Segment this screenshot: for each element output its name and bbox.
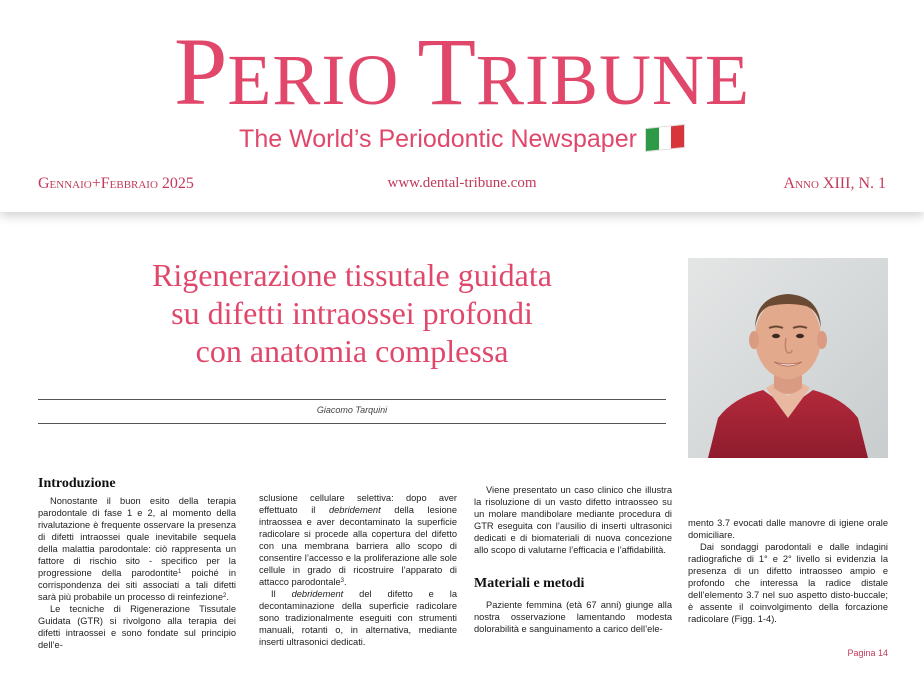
- article-column-4: [688, 517, 888, 625]
- section-heading-materiali-e-metodi: Materiali e metodi: [474, 576, 585, 591]
- paragraph: Le tecniche di Rigenerazione Tissutale Guidata (GTR) si rivolgono alla terapia dei difetti intraossei e sono fondate sul principio dell’e-: [38, 604, 236, 650]
- article-title: [38, 256, 666, 370]
- paragraph: Viene presentato un caso clinico che illustra la risoluzione di un vasto difetto intraosseo su un molare mandibolare mediante procedura di GTR eseguita con l’ausilio di inserti ultrasonici dedicati e di biomateriali di nuova concezione allo scopo di valutarne l’efficacia e l’affidabilità.: [474, 485, 672, 555]
- italian-flag-icon: [645, 124, 685, 152]
- author-portrait-photo: [688, 258, 888, 458]
- paragraph: Il debridement del difetto e la decontaminazione della superficie radicolare sono tradizionalmente eseguiti con strumenti manuali, rotanti o, in alternativa, mediante inserti ultrasonici dedicati.: [259, 589, 457, 647]
- article-title-line-1: Rigenerazione tissutale guidata: [152, 257, 552, 293]
- author-rule-bottom: [38, 423, 666, 424]
- issue-number: Anno XIII, N. 1: [783, 175, 886, 192]
- logo-initial-p: P: [173, 18, 228, 125]
- page-number: Pagina 14: [847, 648, 888, 658]
- footnote-ref: 1: [177, 569, 182, 575]
- paragraph: mento 3.7 evocati dalle manovre di igiene orale domiciliare.: [688, 518, 888, 540]
- paragraph: Nonostante il buon esito della terapia parodontale di fase 1 e 2, al momento della rivalutazione è frequente osservare la presenza di difetti intraossei quale inevitabile sequela della malattia parodontale: ciò rappresenta un fattore di rischio sito - specifico per la progressione della parodontite$^1$ poiché in corrispondenza dei siti associati a tali difetti sarà più probabile un processo di reinfezione$^2$.: [38, 496, 236, 602]
- publication-logo: [0, 18, 924, 125]
- paragraph: Dai sondaggi parodontali e dalle indagini radiografiche di 1° e 2° livello si evidenzia la presenza di un difetto intraosseo ampio e profondo che interessa la radice distale dell’elemento 3.7 nel suo aspetto disto-buccale; è assente il coinvolgimento della forcazione radicolare (Figg. 1-4).: [688, 542, 888, 624]
- tagline: [0, 125, 924, 154]
- logo-initial-t: T: [417, 18, 476, 125]
- masthead: [0, 0, 924, 212]
- author-rule-top: [38, 399, 666, 400]
- logo-word-ribune: RIBUNE: [476, 40, 750, 120]
- paragraph: sclusione cellulare selettiva: dopo aver effettuato il debridement della lesione intraossea e aver decontaminato la superficie radicolare si procede alla copertura del difetto con una membrana barriera allo scopo di consentire l’accesso e la proliferazione alle sole cellule in grado di ricostruire l’apparato di attacco parodontale$^3$.: [259, 493, 457, 587]
- website-link[interactable]: www.dental-tribune.com: [387, 175, 537, 191]
- article-column-1: [38, 476, 236, 651]
- article-column-3: [474, 484, 672, 635]
- paragraph: Paziente femmina (età 67 anni) giunge alla nostra osservazione lamentando modesta dolorabilità e sanguinamento a carico dell’ele-: [474, 600, 672, 634]
- section-heading-introduzione: Introduzione: [38, 476, 116, 491]
- article-column-2: [259, 492, 457, 648]
- author-byline: Giacomo Tarquini: [316, 405, 388, 415]
- issue-date: Gennaio+Febbraio 2025: [38, 175, 194, 192]
- tagline-text: The World’s Periodontic Newspaper: [239, 125, 637, 153]
- footnote-ref: 2: [223, 593, 227, 599]
- article-title-line-3: con anatomia complessa: [195, 333, 509, 369]
- footnote-ref: 3: [340, 578, 345, 584]
- article-title-line-2: su difetti intraossei profondi: [171, 295, 533, 331]
- logo-word-erio: ERIO: [227, 40, 400, 120]
